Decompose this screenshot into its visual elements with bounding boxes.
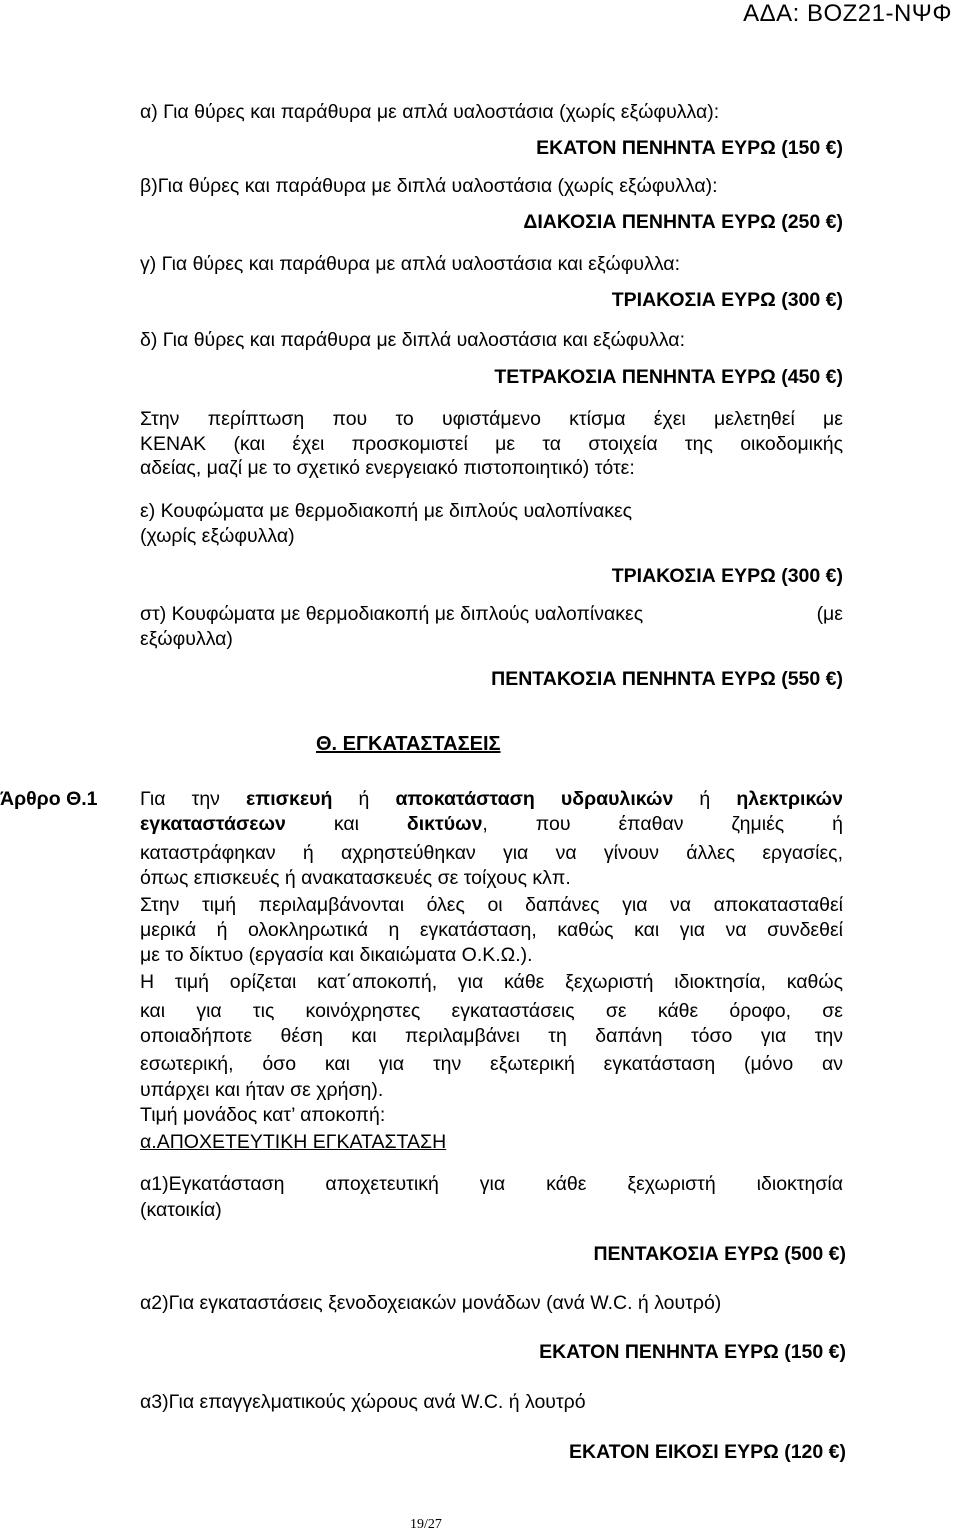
article-p3-line-3: οποιαδήποτε θέση και περιλαμβάνει τη δαπάνη τόσο για την [140,1025,843,1047]
subheading-sewage: α.ΑΠΟΧΕΤΕΥΤΙΚΗ ΕΓΚΑΤΑΣΤΑΣΗ [140,1131,447,1153]
article-p3-line-4: εσωτερική, όσο και για την εξωτερική εγκατάσταση (μόνο αν [140,1053,843,1075]
item-st-amount: ΠΕΝΤΑΚΟΣΙΑ ΠΕΝΗΝΤΑ ΕΥΡΩ (550 €) [491,668,843,690]
article-p1-line-1: Για την επισκευή ή αποκατάσταση υδραυλικών ή ηλεκτρικών [140,788,843,810]
item-d-text: δ) Για θύρες και παράθυρα με διπλά υαλοστάσια και εξώφυλλα: [140,329,686,351]
item-e-line-2: (χωρίς εξώφυλλα) [140,525,295,547]
article-p1-line-4: όπως επισκευές ή ανακατασκευές σε τοίχους κλπ. [140,867,571,889]
item-a3-text: α3)Για επαγγελματικούς χώρους ανά W.C. ή λουτρό [140,1391,586,1413]
article-p2-line-2: μερικά ή ολοκληρωτικά η εγκατάσταση, καθώς και για να συνδεθεί [140,919,843,941]
ada-code: ΑΔΑ: ΒΟΖ21-ΝΨΦ [743,0,952,27]
kenak-line-1: Στην περίπτωση που το υφιστάμενο κτίσμα έχει μελετηθεί με [140,408,843,430]
article-p3-line-5: υπάρχει και ήταν σε χρήση). [140,1079,384,1101]
item-c-amount: ΤΡΙΑΚΟΣΙΑ ΕΥΡΩ (300 €) [611,289,843,311]
article-p2-line-1: Στην τιμή περιλαμβάνονται όλες οι δαπάνες για να αποκατασταθεί [140,894,843,916]
kenak-line-3: αδείας, μαζί με το σχετικό ενεργειακό πιστοποιητικό) τότε: [140,457,635,479]
item-b-text: β)Για θύρες και παράθυρα με διπλά υαλοστάσια (χωρίς εξώφυλλα): [140,175,718,197]
item-a-amount: ΕΚΑΤΟΝ ΠΕΝΗΝΤΑ ΕΥΡΩ (150 €) [536,137,843,159]
kenak-line-2: ΚΕΝΑΚ (και έχει προσκομιστεί με τα στοιχεία της οικοδομικής [140,433,843,455]
article-p1-line-3: καταστράφηκαν ή αχρηστεύθηκαν για να γίνουν άλλες εργασίες, [140,842,843,864]
article-p3-line-1: Η τιμή ορίζεται κατ΄αποκοπή, για κάθε ξεχωριστή ιδιοκτησία, καθώς [140,971,843,993]
article-p1-line-2: εγκαταστάσεων και δικτύων, που έπαθαν ζημιές ή [140,813,843,835]
item-st-line-1: στ) Κουφώματα με θερμοδιακοπή με διπλούς υαλοπίνακες [140,603,644,625]
item-a1-line-1: α1)Εγκατάσταση αποχετευτική για κάθε ξεχωριστή ιδιοκτησία [140,1173,843,1195]
item-e-line-1: ε) Κουφώματα με θερμοδιακοπή με διπλούς υαλοπίνακες [140,500,633,522]
item-a2-text: α2)Για εγκαταστάσεις ξενοδοχειακών μονάδων (ανά W.C. ή λουτρό) [140,1292,722,1314]
item-e-amount: ΤΡΙΑΚΟΣΙΑ ΕΥΡΩ (300 €) [611,565,843,587]
item-a-text: α) Για θύρες και παράθυρα με απλά υαλοστάσια (χωρίς εξώφυλλα): [140,101,720,123]
unit-price-label: Τιμή μονάδος κατ’ αποκοπή: [140,1104,386,1126]
item-d-amount: ΤΕΤΡΑΚΟΣΙΑ ΠΕΝΗΝΤΑ ΕΥΡΩ (450 €) [494,366,843,388]
item-a3-amount: ΕΚΑΤΟΝ ΕΙΚΟΣΙ ΕΥΡΩ (120 €) [569,1441,846,1463]
item-b-amount: ΔΙΑΚΟΣΙΑ ΠΕΝΗΝΤΑ ΕΥΡΩ (250 €) [523,211,843,233]
item-st-line-1-end: (με [816,603,843,625]
item-c-text: γ) Για θύρες και παράθυρα με απλά υαλοστάσια και εξώφυλλα: [140,253,680,275]
section-title: Θ. ΕΓΚΑΤΑΣΤΑΣΕΙΣ [316,733,501,755]
item-st-line-2: εξώφυλλα) [140,628,233,650]
article-p3-line-2: και για τις κοινόχρηστες εγκαταστάσεις σε κάθε όροφο, σε [140,1000,843,1022]
item-a2-amount: ΕΚΑΤΟΝ ΠΕΝΗΝΤΑ ΕΥΡΩ (150 €) [539,1341,846,1363]
page-number: 19/27 [410,1517,442,1532]
item-a1-line-2: (κατοικία) [140,1199,222,1221]
article-p2-line-3: με το δίκτυο (εργασία και δικαιώματα Ο.Κ.Ω.). [140,944,533,966]
article-label: Άρθρο Θ.1 [0,788,98,810]
item-a1-amount: ΠΕΝΤΑΚΟΣΙΑ ΕΥΡΩ (500 €) [593,1243,846,1265]
